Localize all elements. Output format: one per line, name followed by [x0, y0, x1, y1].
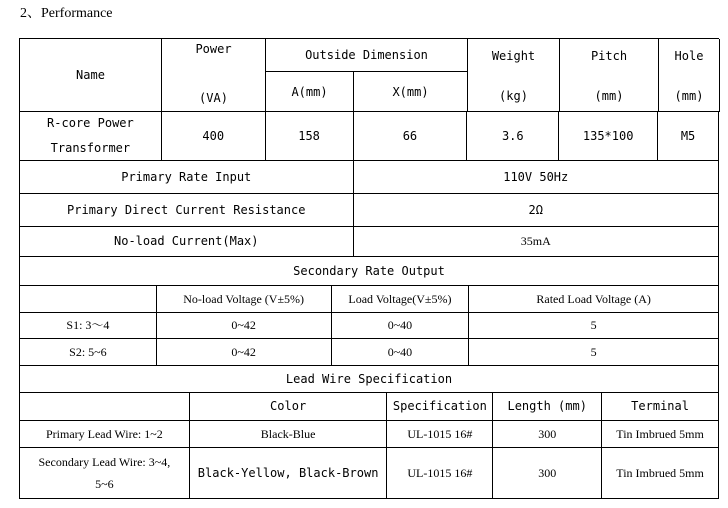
- lead-primary-color: Black-Blue: [190, 421, 388, 448]
- secondary-s1-name: S1: 3～4: [20, 313, 157, 339]
- lead-row-primary: [19, 421, 719, 448]
- lead-col-color: Color: [190, 393, 388, 421]
- secondary-s1-rated: 5: [469, 313, 719, 339]
- secondary-col-noload: No-load Voltage (V±5%): [157, 286, 332, 313]
- header-hole-label: Hole: [674, 49, 704, 63]
- header-outside-dimension: Outside Dimension: [266, 39, 468, 72]
- secondary-title: Secondary Rate Output: [20, 257, 719, 286]
- secondary-header-row: [19, 286, 719, 313]
- product-x: 66: [354, 112, 468, 161]
- secondary-s1-load: 0~40: [332, 313, 470, 339]
- lead-header-row: [19, 393, 719, 421]
- header-a-mm: A(mm): [266, 72, 354, 112]
- product-pitch: 135*100: [559, 112, 658, 161]
- secondary-header-empty: [20, 286, 157, 313]
- header-power-label: Power: [195, 42, 232, 56]
- header-pitch-unit: (mm): [594, 89, 624, 103]
- product-power: 400: [162, 112, 266, 161]
- primary-dc-resistance-label: Primary Direct Current Resistance: [20, 194, 354, 227]
- secondary-title-row: [19, 257, 719, 286]
- table-header: [19, 38, 719, 112]
- secondary-row-s2: [19, 339, 719, 366]
- lead-col-spec: Specification: [387, 393, 493, 421]
- secondary-col-rated: Rated Load Voltage (A): [469, 286, 719, 313]
- secondary-s2-name: S2: 5~6: [20, 339, 157, 366]
- header-weight-label: Weight: [491, 49, 536, 63]
- secondary-row-s1: [19, 313, 719, 339]
- product-weight: 3.6: [467, 112, 559, 161]
- primary-rate-input-label: Primary Rate Input: [20, 161, 354, 194]
- lead-header-empty: [20, 393, 190, 421]
- lead-primary-spec: UL-1015 16#: [387, 421, 493, 448]
- lead-secondary-name: [20, 448, 190, 499]
- noload-current-row: [19, 227, 719, 257]
- secondary-s2-noload: 0~42: [157, 339, 332, 366]
- product-name-line2: Transformer: [50, 141, 131, 155]
- lead-secondary-name-line1: Secondary Lead Wire: 3~4,: [38, 454, 171, 469]
- header-weight-unit: (kg): [499, 89, 528, 103]
- product-hole: M5: [658, 112, 719, 161]
- secondary-s2-load: 0~40: [332, 339, 470, 366]
- lead-primary-name: Primary Lead Wire: 1~2: [20, 421, 190, 448]
- product-name: [20, 112, 162, 161]
- noload-current-label: No-load Current(Max): [20, 227, 354, 257]
- lead-title-row: [19, 366, 719, 393]
- secondary-s2-rated: 5: [469, 339, 719, 366]
- noload-current-value: 35mA: [354, 227, 719, 257]
- product-a: 158: [266, 112, 354, 161]
- header-power: [162, 39, 266, 112]
- lead-primary-length: 300: [493, 421, 602, 448]
- lead-secondary-name-line2: 5~6: [95, 477, 114, 491]
- header-power-unit: (VA): [199, 91, 228, 105]
- header-name: Name: [20, 39, 162, 112]
- performance-table: [19, 38, 719, 499]
- lead-secondary-terminal: Tin Imbrued 5mm: [602, 448, 719, 499]
- lead-secondary-color: Black-Yellow, Black-Brown: [190, 448, 388, 499]
- header-weight: [468, 39, 560, 112]
- lead-secondary-length: 300: [493, 448, 602, 499]
- primary-dc-resistance-value: 2Ω: [354, 194, 719, 227]
- header-hole: [659, 39, 720, 112]
- lead-row-secondary: [19, 448, 719, 499]
- product-row: [19, 112, 719, 161]
- secondary-s1-noload: 0~42: [157, 313, 332, 339]
- lead-title: Lead Wire Specification: [20, 366, 719, 393]
- lead-col-length: Length (mm): [493, 393, 602, 421]
- primary-rate-input-row: [19, 161, 719, 194]
- primary-dc-resistance-row: [19, 194, 719, 227]
- lead-col-terminal: Terminal: [602, 393, 719, 421]
- lead-primary-terminal: Tin Imbrued 5mm: [602, 421, 719, 448]
- header-pitch-label: Pitch: [590, 49, 628, 63]
- header-pitch: [560, 39, 659, 112]
- section-heading: 2、Performance: [20, 6, 113, 21]
- lead-secondary-spec: UL-1015 16#: [387, 448, 493, 499]
- product-name-line1: R-core Power: [47, 115, 134, 130]
- secondary-col-load: Load Voltage(V±5%): [332, 286, 470, 313]
- primary-rate-input-value: 110V 50Hz: [354, 161, 719, 194]
- header-x-mm: X(mm): [354, 72, 468, 112]
- header-hole-unit: (mm): [674, 89, 704, 103]
